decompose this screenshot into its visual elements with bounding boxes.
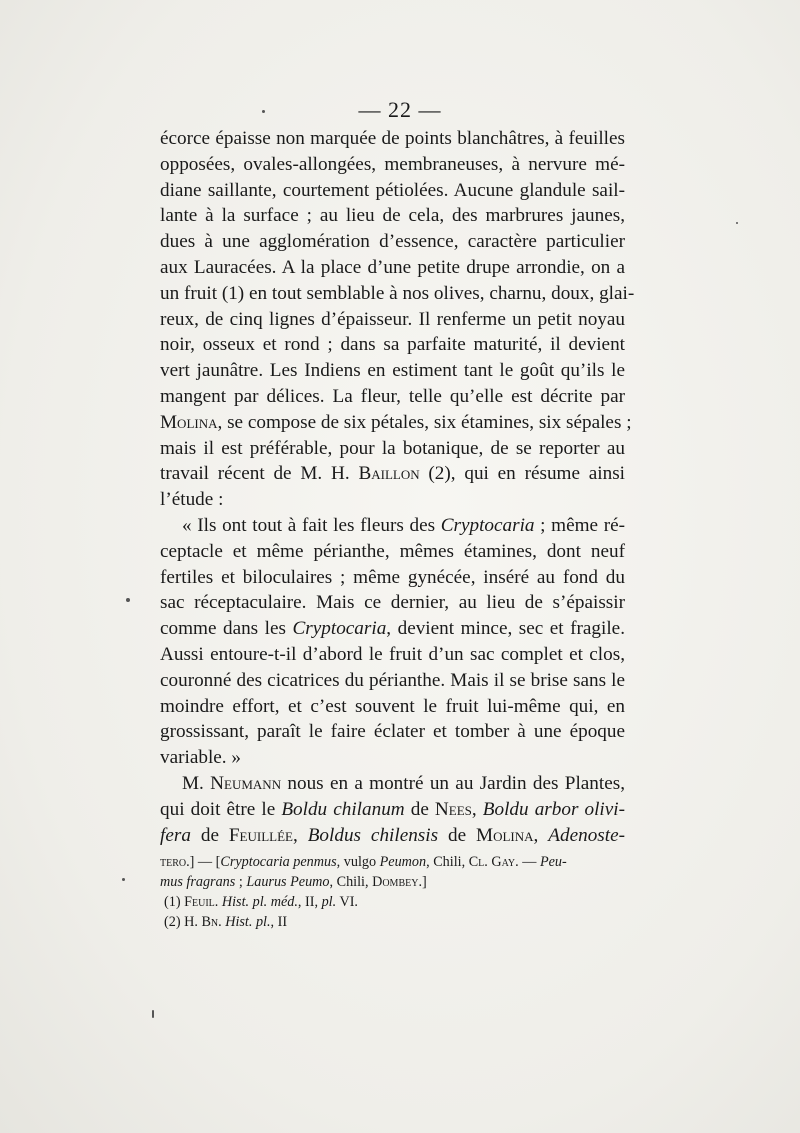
taxon-name: Peumon [379,854,427,870]
text-fragment: de [404,798,435,820]
taxon-name: Boldus chilensis [307,824,439,846]
text-fragment: , II [270,914,288,930]
taxon-name: Peu- [539,854,567,870]
taxon-name: Boldu chilanum [281,798,405,820]
author-name: Nees [434,798,472,820]
footnote-1 [160,892,625,912]
text-fragment: (1) [164,894,185,910]
text-line [160,461,625,487]
text-fragment: , Chili, [426,854,469,870]
author-name: Neumann [210,772,282,794]
text-fragment: (2) H. [164,914,202,930]
text-fragment: ; [235,874,247,890]
taxon-name: fera [160,824,191,846]
text-fragment: pl. [321,894,337,910]
text-line: reux, de cinq lignes d’épaisseur. Il renferme un petit noyau [160,308,625,330]
work-title: Hist. pl. [225,914,271,930]
quote-line: couronné des cicatrices du périanthe. Mais il se brise sans le [160,669,625,691]
quote-line: sac réceptaculaire. Mais ce dernier, au lieu de s’épaissir [160,592,625,614]
text-fragment: VI. [336,894,358,910]
text-fragment: qui doit être le [160,798,282,820]
body-text [160,126,635,848]
quote-line [160,513,625,539]
quote-line: Aussi entoure-t-il d’abord le fruit d’un sac complet et clos, [160,643,625,665]
taxon-name: Cryptocaria [292,618,387,640]
scan-speck [152,1010,154,1018]
text-fragment: (2), qui en résume ainsi [419,463,625,485]
text-fragment: « Ils ont tout à fait les fleurs des [182,514,441,536]
author-name: Bn [201,914,219,930]
text-fragment: ] — [ [189,854,221,870]
taxon-name: Laurus Peumo [246,874,330,890]
taxon-name: Cryptocaria [440,514,535,536]
text-fragment: . — [515,854,540,870]
text-fragment: , [471,798,483,820]
quote-line [160,616,625,642]
footnote-2 [160,912,625,932]
author-name: Molina [160,411,218,433]
text-fragment: .] [418,874,427,890]
text-line: dues à une agglomération d’essence, caractère particulier [160,231,625,253]
text-fragment: de [438,824,477,846]
text-line [160,823,625,849]
text-fragment: , II, [297,894,322,910]
author-name: Feuillée [228,824,293,846]
text-line: mangent par délices. La fleur, telle qu’elle est décrite par [160,385,625,407]
text-fragment: , vulgo [336,854,380,870]
author-name: Molina [476,824,534,846]
footnotes [160,852,625,932]
scan-speck [736,222,738,224]
work-title: Hist. pl. méd. [221,894,298,910]
text-fragment: , [533,824,549,846]
text-fragment: comme dans les [160,618,293,640]
scan-speck [126,598,130,602]
author-name: Feuil [184,894,215,910]
text-fragment: nous en a montré un au Jardin des Plantes, [281,772,626,794]
text-line: mais il est préférable, pour la botanique, de se reporter au [160,437,625,459]
text-fragment: tero. [160,854,190,870]
footnote-continuation [160,872,625,892]
author-name: Baillon [358,463,420,485]
quote-line: fertiles et biloculaires ; même gynécée, inséré au fond du [160,566,625,588]
text-line [160,410,632,436]
quote-line: variable. » [160,747,241,769]
scan-speck [262,110,265,113]
text-line: un fruit (1) en tout semblable à nos olives, charnu, doux, glai- [160,282,635,304]
text-line: écorce épaisse non marquée de points blanchâtres, à feuilles [160,128,625,149]
text-fragment: , [292,824,308,846]
text-line: opposées, ovales-allongées, membraneuses, à nervure mé- [160,153,625,175]
text-fragment: ; même ré- [534,514,626,536]
taxon-name: Cryptocaria penmus [220,854,337,870]
text-fragment: . [218,914,226,930]
text-fragment: , se compose de six pétales, six étamines, six sépales ; [217,411,632,433]
author-name: Dombey [372,874,419,890]
text-fragment: , devient mince, sec et fragile. [386,618,625,640]
text-line: lante à la surface ; au lieu de cela, des marbrures jaunes, [160,205,625,227]
quote-line: moindre effort, et c’est souvent le fruit lui-même qui, en [160,695,625,717]
text-line: aux Lauracées. A la place d’une petite drupe arrondie, on a [160,256,625,278]
scan-speck [122,878,125,881]
text-fragment: . [214,894,222,910]
text-fragment: travail récent de M. H. [160,463,359,485]
text-line: noir, osseux et rond ; dans sa parfaite maturité, il devient [160,334,625,356]
taxon-name: Boldu arbor olivi- [482,798,625,820]
quote-line: ceptacle et même périanthe, mêmes étamines, dont neuf [160,540,625,562]
text-line: l’étude : [160,489,224,511]
author-name: Cl. Gay [468,854,516,870]
footnote-continuation [160,852,625,872]
quote-line: grossissant, paraît le faire éclater et tomber à une époque [160,721,625,743]
taxon-name: Adenoste- [548,824,625,846]
page-number: — 22 — [358,97,442,122]
text-line [160,797,625,823]
text-line: diane saillante, courtement pétiolées. Aucune glandule sail- [160,179,625,201]
text-fragment: , Chili, [329,874,373,890]
text-fragment: de [190,824,229,846]
text-line [160,771,625,797]
text-line: vert jaunâtre. Les Indiens en estiment tant le goût qu’ils le [160,360,625,382]
taxon-name: mus fragrans [160,874,236,890]
text-fragment: M. [182,772,211,794]
